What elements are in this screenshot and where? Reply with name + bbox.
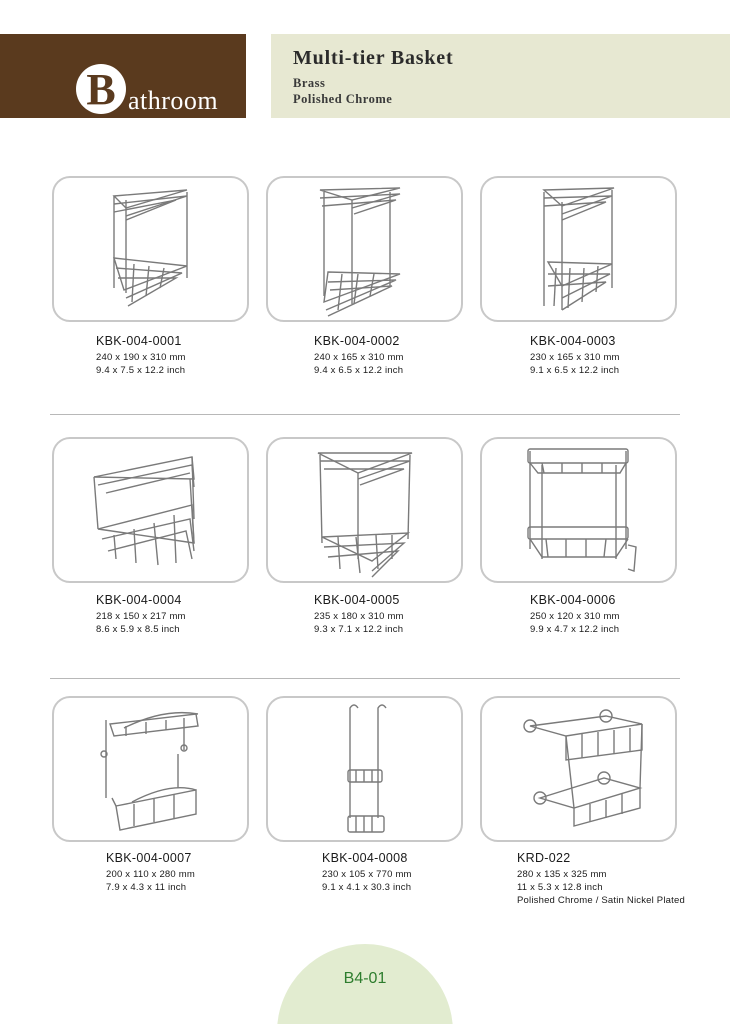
- product-mm: 240 x 165 x 310 mm: [314, 352, 404, 363]
- product-code: KBK-004-0007: [106, 851, 192, 865]
- product-card-kbk-004-0005[interactable]: [266, 437, 463, 583]
- brand-logo-circle: [76, 64, 126, 114]
- product-label: [314, 334, 404, 376]
- product-mm: 200 x 110 x 280 mm: [106, 869, 195, 880]
- finish-label: Polished Chrome: [293, 92, 393, 106]
- product-inch: 9.1 x 6.5 x 12.2 inch: [530, 365, 620, 376]
- material-label: Brass: [293, 76, 326, 90]
- corner-basket-image: [268, 178, 465, 324]
- product-code: KBK-004-0005: [314, 593, 400, 607]
- product-mm: 250 x 120 x 310 mm: [530, 611, 620, 622]
- row-divider: [50, 414, 680, 415]
- product-label: [96, 334, 186, 376]
- product-code: KBK-004-0003: [530, 334, 616, 348]
- product-label: [96, 593, 186, 635]
- corner-basket-image: [482, 178, 679, 324]
- product-code: KBK-004-0004: [96, 593, 182, 607]
- corner-basket-image: [54, 178, 251, 324]
- row-divider: [50, 678, 680, 679]
- product-card-kbk-004-0008[interactable]: [266, 696, 463, 842]
- product-mm: 230 x 105 x 770 mm: [322, 869, 412, 880]
- product-inch: 9.4 x 7.5 x 12.2 inch: [96, 365, 186, 376]
- product-inch: 9.9 x 4.7 x 12.2 inch: [530, 624, 620, 635]
- product-label: [106, 851, 195, 893]
- product-mm: 218 x 150 x 217 mm: [96, 611, 186, 622]
- title-banner: [271, 34, 730, 118]
- product-inch: 7.9 x 4.3 x 11 inch: [106, 882, 187, 893]
- product-inch: 9.3 x 7.1 x 12.2 inch: [314, 624, 404, 635]
- product-mm: 240 x 190 x 310 mm: [96, 352, 186, 363]
- product-card-krd-022[interactable]: [480, 696, 677, 842]
- product-label: [530, 593, 620, 635]
- brand-word: athroom: [128, 86, 219, 115]
- page-number: B4-01: [343, 970, 387, 987]
- brand-initial: B: [86, 65, 116, 114]
- product-finish: Polished Chrome / Satin Nickel Plated: [517, 895, 685, 906]
- product-card-kbk-004-0002[interactable]: [266, 176, 463, 322]
- product-code: KBK-004-0001: [96, 334, 182, 348]
- product-mm: 235 x 180 x 310 mm: [314, 611, 404, 622]
- corner-basket-image: [268, 439, 465, 585]
- product-inch: 9.1 x 4.1 x 30.3 inch: [322, 882, 412, 893]
- product-card-kbk-004-0004[interactable]: [52, 437, 249, 583]
- product-code: KBK-004-0008: [322, 851, 408, 865]
- product-card-kbk-004-0003[interactable]: [480, 176, 677, 322]
- product-label: [517, 851, 685, 906]
- product-code: KBK-004-0002: [314, 334, 400, 348]
- brand-subtitle: Accessories: [152, 116, 223, 131]
- page-number-badge: [277, 944, 453, 1024]
- product-label: [314, 593, 404, 635]
- product-label: [322, 851, 412, 893]
- wall-basket-image: [482, 698, 679, 844]
- hanging-basket-image: [268, 698, 465, 844]
- product-inch: 11 x 5.3 x 12.8 inch: [517, 882, 603, 893]
- brand-banner: [0, 34, 246, 131]
- product-code: KBK-004-0006: [530, 593, 616, 607]
- product-card-kbk-004-0001[interactable]: [52, 176, 249, 322]
- product-label: [530, 334, 620, 376]
- page-title: Multi-tier Basket: [293, 47, 454, 69]
- corner-basket-image: [54, 439, 251, 585]
- product-mm: 280 x 135 x 325 mm: [517, 869, 607, 880]
- product-inch: 9.4 x 6.5 x 12.2 inch: [314, 365, 404, 376]
- product-code: KRD-022: [517, 851, 571, 865]
- wall-basket-image: [54, 698, 251, 844]
- product-card-kbk-004-0007[interactable]: [52, 696, 249, 842]
- product-mm: 230 x 165 x 310 mm: [530, 352, 620, 363]
- wall-basket-image: [482, 439, 679, 585]
- product-inch: 8.6 x 5.9 x 8.5 inch: [96, 624, 180, 635]
- product-card-kbk-004-0006[interactable]: [480, 437, 677, 583]
